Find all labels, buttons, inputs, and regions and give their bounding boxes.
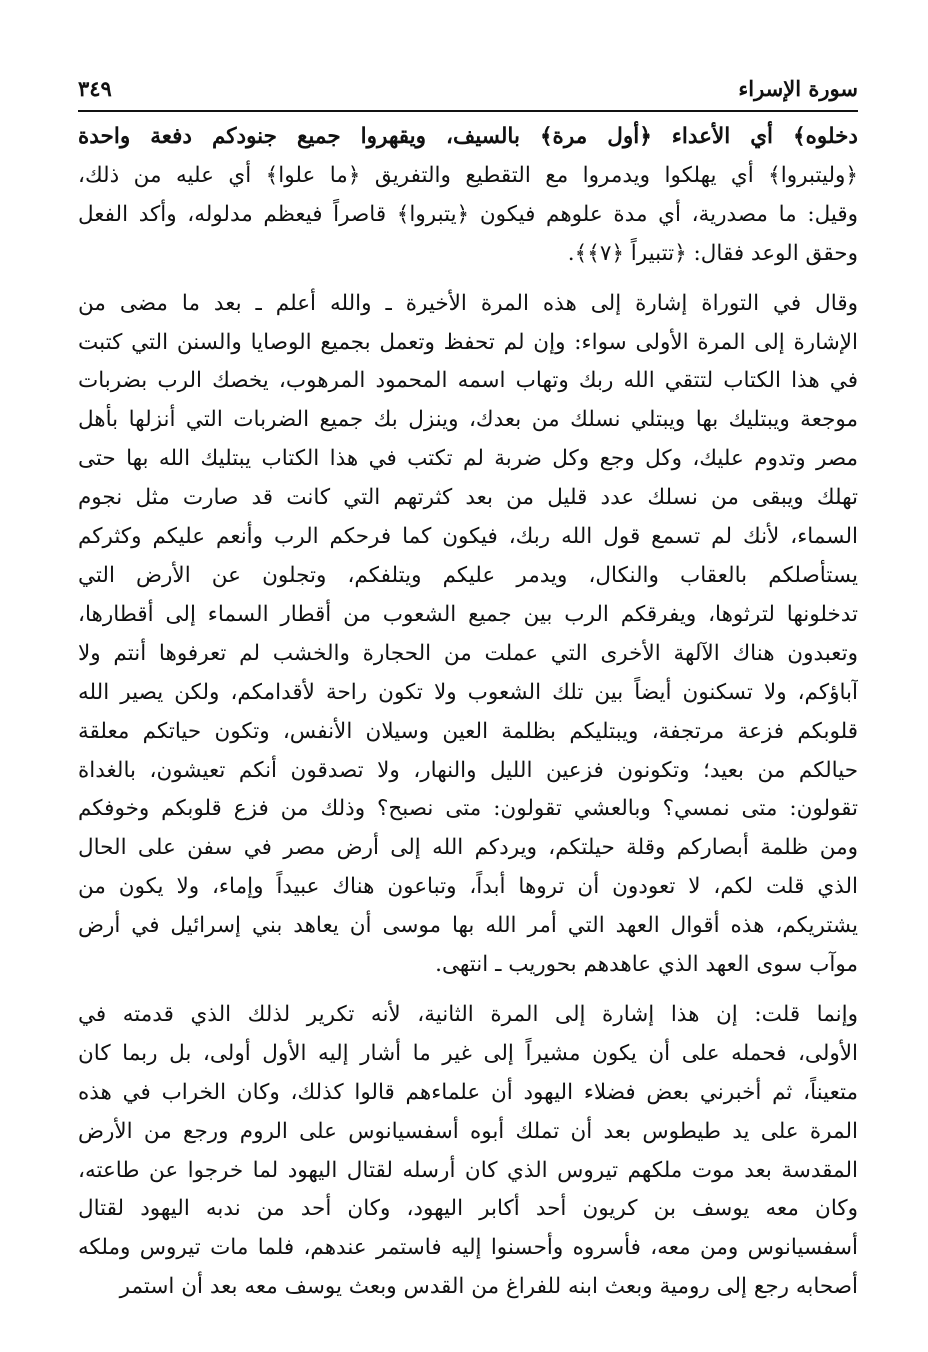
text-line: الإشارة إلى المرة الأولى سواء: وإن لم تحفظ وتعمل بجميع الوصايا والسنن التي كتبت bbox=[78, 329, 858, 355]
page-body bbox=[78, 118, 858, 1307]
text-line: المرة على يد طيطوس بعد أن تملك أبوه أسفسيانوس على الروم ورجع من الأرض bbox=[78, 1118, 858, 1144]
text-line: تقولون: متى نمسي؟ وبالعشي تقولون: متى نصبح؟ وذلك من فزع قلوبكم وخوفكم bbox=[78, 796, 858, 822]
text-line: الذي قلت لكم، لا تعودون أن تروها أبداً، وتباعون هناك عبيداً وإماء، ولا يكون من bbox=[78, 874, 858, 900]
text-line: موجعة ويبتليك بها ويبتلي نسلك من بعدك، وينزل بك جميع الضربات التي أنزلها بأهل bbox=[78, 407, 858, 433]
text-line: وحقق الوعد فقال: ﴿تتبيراً ﴿٧﴾﴾. bbox=[567, 240, 858, 266]
surah-title: سورة الإسراء bbox=[738, 75, 858, 101]
text-line: ومن ظلمة أبصاركم وقلة حيلتكم، ويردكم الله إلى أرض مصر في سفن على الحال bbox=[78, 835, 858, 861]
page-header bbox=[78, 66, 858, 112]
text-line: حيالكم من بعيد؛ وتكونون فزعين الليل والنهار، ولا تصدقون أنكم تعيشون، بالغداة bbox=[78, 757, 858, 783]
text-line: يشتريكم، هذه أقوال العهد التي أمر الله بها موسى أن يعاهد بني إسرائيل في أرض bbox=[78, 913, 858, 939]
text-line: وقال في التوراة إشارة إلى هذه المرة الأخيرة ـ والله أعلم ـ بعد ما مضى من bbox=[78, 290, 858, 316]
text-line: الأولى، فحمله على أن يكون مشيراً إلى غير ما أشار إليه الأول أولى، بل ربما كان bbox=[78, 1040, 858, 1066]
text-line: السماء، لأنك لم تسمع قول الله ربك، فيكون كما فرحكم الرب وأنعم عليكم وكثركم bbox=[78, 524, 858, 550]
text-line: قلوبكم فزعة مرتجفة، ويبتليكم بظلمة العين وسيلان الأنفس، وتكون حياتكم معلقة bbox=[78, 718, 858, 744]
text-line: دخلوه﴾ أي الأعداء ﴿أول مرة﴾ بالسيف، ويقهروا جميع جنودكم دفعة واحدة bbox=[78, 124, 858, 149]
text-line: موآب سوى العهد الذي عاهدهم بحوريب ـ انتهى. bbox=[435, 952, 858, 978]
text-line: ﴿وليتبروا﴾ أي يهلكوا ويدمروا مع التقطيع والتفريق ﴿ما علوا﴾ أي عليه من ذلك، bbox=[78, 162, 858, 188]
text-line: المقدسة بعد موت ملكهم تيروس الذي كان أرسله لقتال اليهود لما خرجوا عن طاعته، bbox=[78, 1157, 858, 1183]
text-line: متعيناً، ثم أخبرني بعض فضلاء اليهود أن علماءهم قالوا كذلك، وكان الخراب في هذه bbox=[78, 1079, 858, 1105]
text-line: وتعبدون هناك الآلهة الأخرى التي عملت من الحجارة والخشب لم تعرفوها أنتم ولا bbox=[78, 640, 858, 666]
text-line: أصحابه رجع إلى رومية وبعث ابنه للفراغ من القدس وبعث يوسف معه بعد أن استمر bbox=[119, 1274, 858, 1300]
text-line: يستأصلكم بالعقاب والنكال، ويدمر عليكم ويتلفكم، وتجلون عن الأرض التي bbox=[78, 562, 858, 588]
text-line: مصر وتدوم عليك، وكل وجع وكل ضربة لم تكتب في هذا الكتاب يبتليك الله بها حتى bbox=[78, 446, 858, 472]
text-line: وقيل: ما مصدرية، أي مدة علوهم فيكون ﴿يتبروا﴾ قاصراً فيعظم مدلوله، وأكد الفعل bbox=[78, 201, 858, 227]
text-line: وكان معه يوسف بن كريون أحد أكابر اليهود، وكان أحد من ندبه اليهود لقتال bbox=[78, 1196, 858, 1222]
text-line: تدخلونها لترثوها، ويفرقكم الرب بين جميع الشعوب من أقطار السماء إلى أقطارها، bbox=[78, 601, 858, 627]
text-line: في هذا الكتاب لتتقي الله ربك وتهاب اسمه المحمود المرهوب، يخصك الرب بضربات bbox=[78, 368, 858, 394]
page-number: ٣٤٩ bbox=[78, 75, 112, 101]
text-line: آباؤكم، ولا تسكنون أيضاً بين تلك الشعوب ولا تكون راحة لأقدامكم، ولكن يصير الله bbox=[78, 679, 858, 705]
text-line: أسفسيانوس ومن معه، فأسروه وأحسنوا إليه فاستمر عندهم، فلما مات تيروس وملكه bbox=[78, 1235, 858, 1261]
paragraph-torah-quote bbox=[78, 285, 858, 985]
text-line: وإنما قلت: إن هذا إشارة إلى المرة الثانية، لأنه تكرير لذلك الذي قدمته في bbox=[78, 1001, 858, 1027]
text-line: تهلك ويبقى من نسلك عدد قليل من بعد كثرتهم التي كانت قد صارت مثل نجوم bbox=[78, 485, 858, 511]
paragraph-verse-commentary bbox=[78, 118, 858, 274]
paragraph-author-note bbox=[78, 996, 858, 1307]
